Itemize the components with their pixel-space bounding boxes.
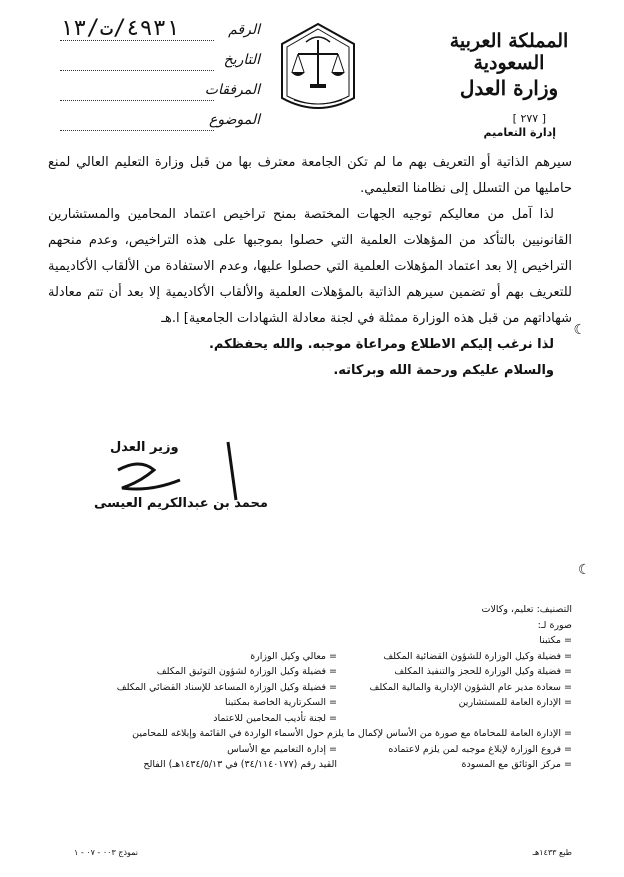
field-label: المرفقات [204, 82, 260, 98]
paragraph: لذا آمل من معاليكم توجيه الجهات المختصة بمنح تراخيص اعتماد المحامين والمستشارين القانونيين بالتأكد من المؤهلات العلمية التي حصلوا بموجبها على هذه التراخيص، وعدم منحهم التراخيص إلا بعد اعتماد المؤهلات العلمية التي حصلوا عليها، وعدم الاستفادة من الألقاب الأكاديمية للتعريف بهم أو تضمين سيرهم الذاتية بالمؤهلات العلمية والألقاب الأكاديمية إلا بعد أن تتم معادلة شهاداتهم من قبل هذه الوزارة ممثلة في لجنة معادلة الشهادات الجامعية] ا.هـ [48, 207, 572, 326]
list-item: = سعادة مدير عام الشؤون الإدارية والمالية المكلف = فضيلة وكيل الوزارة المساعد للإسناد القضائي المكلف [116, 681, 572, 693]
letter-fields [60, 18, 260, 138]
letter-body [48, 150, 572, 384]
distribution-list [62, 602, 572, 773]
classification: التصنيف: تعليم، وكالات [481, 604, 572, 615]
list-item: = الإدارة العامة للمستشارين = السكرتارية الخاصة بمكتبنا [225, 697, 572, 708]
crescent-icon: ☾ [573, 322, 586, 338]
field-attachments [60, 78, 260, 108]
list-item: = مركز الوثائق مع المسودة القيد رقم (٣٤/١١٤٠١٧٧) في ١٤٣٤/٥/١٣هـ) الفالح [143, 759, 572, 770]
print-year: طبع ١٤٣٣هـ [532, 848, 572, 857]
list-item: = فروع الوزارة لإبلاغ موجبه لمن يلزم لاعتماده = إدارة التعاميم مع الأساس [227, 743, 572, 755]
field-value: ٤٩٣١/ت/١٣ [60, 16, 180, 41]
field-date [60, 48, 260, 78]
kingdom-title: المملكة العربية السعودية [449, 30, 569, 74]
list-item: = فضيلة وكيل الوزارة للحجز والتنفيذ المكلف = فضيلة وكيل الوزارة لشؤون التوثيق المكلف [156, 666, 572, 677]
field-subject [60, 108, 260, 138]
form-number: نموذج ٠٠٣ - ٠٧ - ١ [74, 848, 139, 857]
field-label: التاريخ [223, 52, 260, 68]
list-item: = لجنة تأديب المحامين للاعتماد [213, 712, 337, 724]
paragraph: سيرهم الذاتية أو التعريف بهم ما لم تكن الجامعة معترف بها من قبل وزارة التعليم العالي لمنع حامليها من التسلل إلى نظامنا التعليمي. [48, 155, 572, 196]
circular-number: [ ٢٧٧ ] [512, 112, 546, 125]
closing-greeting: والسلام عليكم ورحمة الله وبركاته. [333, 363, 554, 378]
closing-request: لذا نرغب إليكم الاطلاع ومراعاة موجبه. والله يحفظكم. [208, 337, 554, 352]
signatory-name: محمد بن عبدالكريم العيسى [94, 496, 268, 511]
field-number [60, 18, 260, 48]
field-label: الموضوع [209, 112, 260, 128]
list-item: = الإدارة العامة للمحاماة مع صورة من الأساس لإكمال ما يلزم حول الأسماء الواردة في القائمة وإبلاغه للمحامين [132, 728, 572, 739]
signatory-title: وزير العدل [110, 440, 179, 455]
ministry-emblem-icon [276, 20, 360, 120]
copy-to-label: صورة لـ: [537, 619, 572, 631]
ministry-title: وزارة العدل [459, 76, 559, 100]
crescent-icon: ☾ [578, 562, 591, 578]
department-name: إدارة التعاميم [483, 126, 556, 139]
list-item: = فضيلة وكيل الوزارة للشؤون القضائية المكلف = معالي وكيل الوزارة [250, 650, 572, 662]
list-item: = مكتبنا [539, 635, 572, 646]
field-label: الرقم [228, 22, 260, 38]
